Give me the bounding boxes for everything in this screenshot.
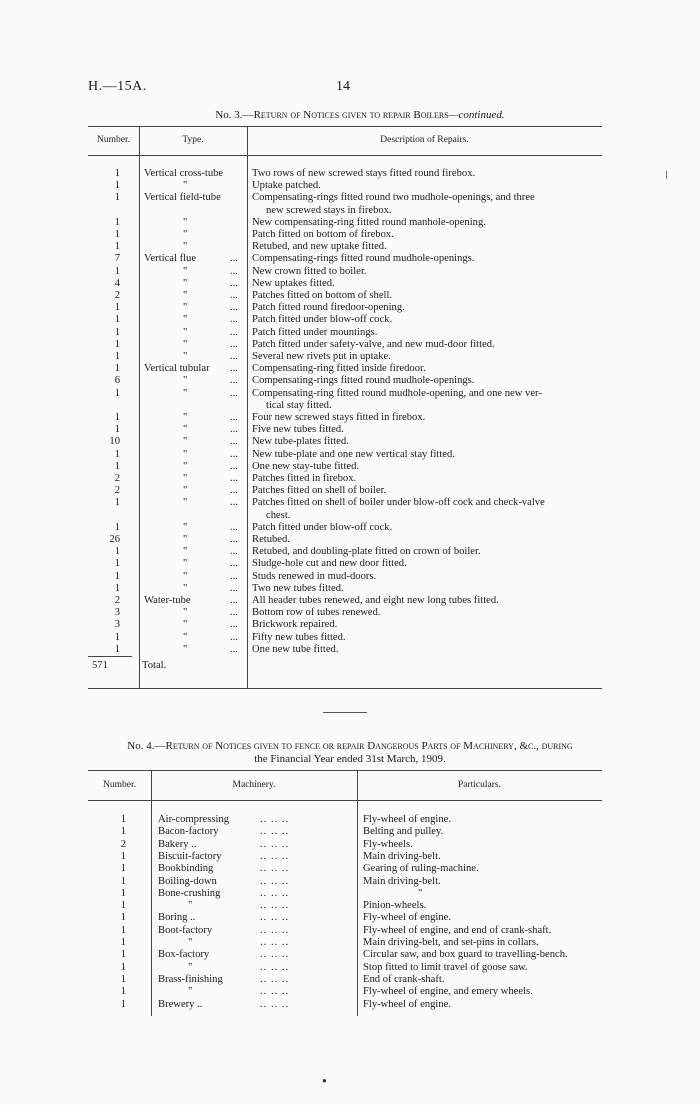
table3-cell-description: Several new rivets put in uptake. <box>252 351 391 362</box>
table3-leader-dots: ... <box>230 521 238 533</box>
table4-row <box>88 888 602 900</box>
table3-cell-number: 1 <box>114 302 120 314</box>
page-speck: ❘ <box>663 170 670 179</box>
table4-cell-number: 1 <box>120 863 126 875</box>
table4-leader-dots: .. .. .. <box>260 850 290 862</box>
table4-cell-number: 1 <box>120 961 126 973</box>
table4-cell-particulars: Fly-wheels. <box>363 838 413 850</box>
table4-cell-number: 1 <box>120 826 126 838</box>
table3-cell-number: 1 <box>114 412 120 423</box>
table3-cell-type: " <box>183 631 188 643</box>
table4-header-number: Number. <box>103 780 136 790</box>
table3-cell-type: Vertical tubular <box>144 363 210 375</box>
table3-leader-dots: ... <box>230 302 238 314</box>
table3-cell-description: chest. <box>266 509 291 521</box>
table3-cell-type: " <box>183 436 188 448</box>
table3-cell-type: " <box>183 277 188 289</box>
table4-cell-machinery: Air-compressing <box>158 814 229 825</box>
table3-cell-type: " <box>183 497 188 509</box>
table4-row <box>88 912 602 924</box>
table4-row <box>88 949 602 961</box>
table4-cell-particulars: Stop fitted to limit travel of goose saw. <box>363 961 528 973</box>
table3-row <box>88 497 602 509</box>
table4-cell-number: 1 <box>120 850 126 862</box>
table4-row <box>88 900 602 912</box>
table3-cell-type: " <box>183 229 188 240</box>
table4-cell-machinery: " <box>188 986 193 998</box>
table3-row <box>88 461 602 473</box>
table4-cell-particulars: Fly-wheel of engine. <box>363 912 451 924</box>
table3-cell-description: Patch fitted on bottom of firebox. <box>252 229 394 240</box>
table3-cell-description: New uptakes fitted. <box>252 277 335 289</box>
table3-leader-dots: ... <box>230 546 238 558</box>
table3-cell-description: Patch fitted under blow-off cock. <box>252 521 393 533</box>
table3-cell-number: 1 <box>114 180 120 192</box>
table3-cell-number: 1 <box>114 338 120 350</box>
table3-cell-description: New tube-plates fitted. <box>252 436 349 448</box>
table4-header-machinery: Machinery. <box>232 780 276 790</box>
table3-cell-type: Vertical cross-tube <box>144 168 224 179</box>
table3-leader-dots: ... <box>230 290 238 301</box>
table3-cell-type: " <box>183 643 188 655</box>
table3-header-description: Description of Repairs. <box>380 135 469 145</box>
table3-cell-number: 1 <box>114 631 120 643</box>
table4-cell-number: 1 <box>120 986 126 998</box>
table4-leader-dots: .. .. .. <box>260 838 290 850</box>
table4-cell-number: 1 <box>120 912 126 924</box>
table3-cell-number: 1 <box>114 387 120 399</box>
table3-cell-type: " <box>183 521 188 533</box>
table3-row <box>88 180 602 192</box>
table3-cell-number: 1 <box>114 265 120 277</box>
table3-leader-dots: ... <box>230 424 238 436</box>
table4-row <box>88 999 602 1011</box>
table4-cell-number: 1 <box>120 900 126 912</box>
table4-row <box>88 851 602 863</box>
table4-cell-number: 1 <box>120 973 126 985</box>
table3-cell-description: One new stay-tube fitted. <box>252 460 360 472</box>
table3-cell-type: " <box>183 314 188 326</box>
table3-cell-type: " <box>183 412 188 423</box>
table4-leader-dots: .. .. .. <box>260 900 290 912</box>
table3-cell-number: 1 <box>114 546 120 558</box>
table3-cell-number: 4 <box>114 277 120 289</box>
table4-cell-machinery: Boring .. <box>158 912 196 924</box>
table3-cell-description: Compensating-rings fitted round mudhole-openings. <box>252 253 475 265</box>
table4-cell-machinery: Boiling-down <box>158 875 217 887</box>
table3-cell-number: 1 <box>114 192 120 204</box>
table3-cell-number: 1 <box>114 314 120 326</box>
table3-leader-dots: ... <box>230 375 238 387</box>
table4-cell-particulars: Main driving-belt, and set-pins in collars. <box>363 937 539 948</box>
table3-cell-description: One new tube fitted. <box>252 643 339 655</box>
table3-cell-type: " <box>183 241 188 253</box>
table3-leader-dots: ... <box>230 351 238 362</box>
table4-cell-particulars: End of crank-shaft. <box>363 973 445 985</box>
table3-cell-number: 1 <box>114 363 120 375</box>
table3-cell-description: tical stay fitted. <box>266 399 332 411</box>
table3-cell-number: 1 <box>114 582 120 594</box>
table3-row <box>88 375 602 387</box>
table4-cell-machinery: " <box>188 961 193 973</box>
table3-leader-dots: ... <box>230 534 238 545</box>
table4-cell-particulars: Pinion-wheels. <box>363 900 427 912</box>
table3-leader-dots: ... <box>230 338 238 350</box>
table4-cell-particulars: Fly-wheel of engine. <box>363 998 451 1010</box>
table3-cell-number: 2 <box>114 290 120 301</box>
table3-leader-dots: ... <box>230 631 238 643</box>
table4-row <box>88 814 602 826</box>
table3-cell-description: Compensating-rings fitted round mudhole-openings. <box>252 375 475 387</box>
table4-cell-machinery: Bakery .. <box>158 838 197 850</box>
table3-leader-dots: ... <box>230 558 238 570</box>
table4-leader-dots: .. .. .. <box>260 863 290 875</box>
table3-cell-number: 3 <box>114 619 120 631</box>
table3-cell-type: " <box>183 387 188 399</box>
table4-cell-number: 1 <box>120 814 126 825</box>
table4-leader-dots: .. .. .. <box>260 826 290 838</box>
table3-row <box>88 388 602 400</box>
page-number: 14 <box>336 79 350 94</box>
table3-cell-description: Patch fitted under safety-valve, and new mud-door fitted. <box>252 338 495 350</box>
table3-row <box>88 583 602 595</box>
table4-leader-dots: .. .. .. <box>260 986 290 998</box>
table4-cell-number: 1 <box>120 949 126 961</box>
table3-leader-dots: ... <box>230 497 238 509</box>
table3-cell-description: Two rows of new screwed stays fitted round firebox. <box>252 168 476 179</box>
table3-cell-description: Fifty new tubes fitted. <box>252 631 346 643</box>
table3-cell-type: " <box>183 607 188 619</box>
table4-cell-number: 2 <box>120 838 126 850</box>
table3-row <box>88 436 602 448</box>
table3-cell-number: 1 <box>114 424 120 436</box>
table4-row <box>88 863 602 875</box>
table3-title-suffix: —continued. <box>448 109 505 121</box>
table3-row <box>88 266 602 278</box>
table4-row <box>88 986 602 998</box>
table4-cell-particulars: Main driving-belt. <box>363 875 441 887</box>
table3-cell-number: 1 <box>114 241 120 253</box>
table4-row <box>88 962 602 974</box>
table4-title-line2: the Financial Year ended 31st March, 1909. <box>254 753 446 765</box>
page-code: H.—15A. <box>88 79 147 94</box>
table3-row <box>88 327 602 339</box>
table4-title <box>90 740 610 766</box>
table3-cell-number: 6 <box>114 375 120 387</box>
table3-row <box>88 534 602 546</box>
table3-cell-number: 1 <box>114 497 120 509</box>
table3-cell-description: Patch fitted under mountings. <box>252 326 378 338</box>
table3-cell-description: Compensating-ring fitted inside firedoor. <box>252 363 426 375</box>
table3-total-number: 571 <box>92 660 108 671</box>
table4-cell-particulars: Circular saw, and box guard to travelling-bench. <box>363 949 568 961</box>
table4-cell-machinery: Brewery .. <box>158 998 203 1010</box>
table3-cell-type: " <box>183 302 188 314</box>
table3-cell-description: new screwed stays in firebox. <box>266 204 392 216</box>
table3-cell-description: New compensating-ring fitted round manhole-opening. <box>252 216 486 228</box>
table4-leader-dots: .. .. .. <box>260 814 290 825</box>
table3-leader-dots: ... <box>230 473 238 484</box>
table3-cell-description: Retubed, and new uptake fitted. <box>252 241 387 253</box>
table3-cell-description: New tube-plate and one new vertical stay fitted. <box>252 448 455 460</box>
table4-cell-particulars: Main driving-belt. <box>363 850 441 862</box>
table4-leader-dots: .. .. .. <box>260 875 290 887</box>
table3-cell-type: " <box>183 546 188 558</box>
table4-row <box>88 876 602 888</box>
table3-cell-number: 1 <box>114 558 120 570</box>
table3-cell-description: Five new tubes fitted. <box>252 424 344 436</box>
table3-header-rule <box>88 155 602 156</box>
table3-cell-number: 2 <box>114 473 120 484</box>
table3-cell-type: " <box>183 338 188 350</box>
table4-cell-particulars: Fly-wheel of engine, and end of crank-shaft. <box>363 924 552 936</box>
table3-leader-dots: ... <box>230 582 238 594</box>
table4-cell-number: 1 <box>120 924 126 936</box>
table3-total-label: Total. <box>142 660 167 671</box>
table3-row <box>88 351 602 363</box>
table4-cell-number: 1 <box>120 887 126 899</box>
table3-leader-dots: ... <box>230 253 238 265</box>
table4-leader-dots: .. .. .. <box>260 973 290 985</box>
table4-cell-machinery: " <box>188 900 193 912</box>
table3-cell-type: Vertical flue <box>144 253 197 265</box>
table4-title-caps: Return of Notices given to fence or repair Dangerous Parts of Machinery, &c., during <box>165 740 573 752</box>
table3-cell-number: 1 <box>114 351 120 362</box>
table4-leader-dots: .. .. .. <box>260 924 290 936</box>
table3-cell-description: Two new tubes fitted. <box>252 582 344 594</box>
table4-cell-machinery: Bone-crushing <box>158 887 221 899</box>
table3-row <box>88 607 602 619</box>
section-divider <box>323 712 367 713</box>
table3-row <box>88 168 602 180</box>
table3-row <box>88 278 602 290</box>
table4-leader-dots: .. .. .. <box>260 998 290 1010</box>
table4-leader-dots: .. .. .. <box>260 937 290 948</box>
table3-header-type: Type. <box>182 135 204 145</box>
table3-cell-type: " <box>183 375 188 387</box>
table3-row <box>88 449 602 461</box>
table3-cell-type: " <box>183 460 188 472</box>
table3-row <box>88 571 602 583</box>
table3-leader-dots: ... <box>230 326 238 338</box>
table3-row <box>88 205 602 217</box>
table3-cell-type: " <box>183 351 188 362</box>
table3-cell-description: Brickwork repaired. <box>252 619 338 631</box>
table3-leader-dots: ... <box>230 436 238 448</box>
table4-cell-machinery: Brass-finishing <box>158 973 223 985</box>
table3-cell-type: Vertical field-tube <box>144 192 221 204</box>
table3-cell-description: Sludge-hole cut and new door fitted. <box>252 558 407 570</box>
table3-cell-number: 1 <box>114 229 120 240</box>
table3-bottom-rule <box>88 688 602 689</box>
table3-cell-description: Retubed. <box>252 534 290 545</box>
table3-cell-description: Patches fitted on bottom of shell. <box>252 290 393 301</box>
table3-cell-number: 1 <box>114 216 120 228</box>
table3-cell-type: " <box>183 619 188 631</box>
table4-title-prefix: No. 4.— <box>127 740 166 752</box>
table4-cell-particulars: Fly-wheel of engine, and emery wheels. <box>363 986 533 998</box>
table3-cell-number: 1 <box>114 521 120 533</box>
table4-cell-number: 1 <box>120 875 126 887</box>
table4-cell-number: 1 <box>120 937 126 948</box>
table4-cell-particulars: Gearing of ruling-machine. <box>363 863 479 875</box>
table3-cell-type: " <box>183 534 188 545</box>
table3-cell-type: " <box>183 473 188 484</box>
table4-cell-particulars: " <box>418 887 423 899</box>
table3-row <box>88 473 602 485</box>
table3-row <box>88 632 602 644</box>
table3-cell-description: Bottom row of tubes renewed. <box>252 607 381 619</box>
table3-total-rule <box>88 656 132 657</box>
table4-header-particulars: Particulars. <box>457 780 501 790</box>
table3-row <box>88 339 602 351</box>
table3-cell-type: " <box>183 424 188 436</box>
table3-cell-number: 7 <box>114 253 120 265</box>
page-speck: ● <box>322 1076 327 1085</box>
table3-header-number: Number. <box>97 135 130 145</box>
table3-row <box>88 558 602 570</box>
table4-row <box>88 826 602 838</box>
table3-leader-dots: ... <box>230 619 238 631</box>
table3-row <box>88 363 602 375</box>
table3-row <box>88 522 602 534</box>
table3-cell-type: " <box>183 570 188 582</box>
table4-cell-machinery: Box-factory <box>158 949 210 961</box>
table4-cell-particulars: Belting and pulley. <box>363 826 444 838</box>
table3-cell-number: 1 <box>114 448 120 460</box>
table3-leader-dots: ... <box>230 485 238 497</box>
table3-cell-type: " <box>183 582 188 594</box>
table3-cell-type: " <box>183 448 188 460</box>
table3-row <box>88 485 602 497</box>
table3-row <box>88 253 602 265</box>
table3-row <box>88 290 602 302</box>
table3-title <box>0 109 700 122</box>
table3-leader-dots: ... <box>230 363 238 375</box>
table3-leader-dots: ... <box>230 570 238 582</box>
table4-row <box>88 974 602 986</box>
table3-leader-dots: ... <box>230 314 238 326</box>
table3-leader-dots: ... <box>230 460 238 472</box>
table4-cell-machinery: Biscuit-factory <box>158 850 222 862</box>
table4-leader-dots: .. .. .. <box>260 887 290 899</box>
table4-cell-machinery: Bookbinding <box>158 863 214 875</box>
table3-leader-dots: ... <box>230 607 238 619</box>
table3-cell-description: Patch fitted under blow-off cock. <box>252 314 393 326</box>
table3-cell-description: Patches fitted in firebox. <box>252 473 357 484</box>
table3-row <box>88 229 602 241</box>
table3-row <box>88 302 602 314</box>
table3-cell-type: " <box>183 216 188 228</box>
table4-cell-particulars: Fly-wheel of engine. <box>363 814 451 825</box>
table3-cell-type: Water-tube <box>144 595 191 606</box>
table4-cell-machinery: " <box>188 937 193 948</box>
table3-cell-description: Studs renewed in mud-doors. <box>252 570 377 582</box>
table3-row <box>88 424 602 436</box>
table3-cell-number: 3 <box>114 607 120 619</box>
table3-cell-number: 26 <box>109 534 120 545</box>
table3-cell-number: 2 <box>114 595 120 606</box>
table3-title-prefix: No. 3.— <box>215 109 254 121</box>
table4-cell-machinery: Boot-factory <box>158 924 213 936</box>
table3-cell-description: New crown fitted to boiler. <box>252 265 367 277</box>
table4-cell-machinery: Bacon-factory <box>158 826 219 838</box>
table3-cell-number: 10 <box>109 436 120 448</box>
table3-row <box>88 644 602 656</box>
table4-row <box>88 937 602 949</box>
table3-cell-number: 1 <box>114 326 120 338</box>
table4-cell-number: 1 <box>120 998 126 1010</box>
table3-row <box>88 510 602 522</box>
table3-cell-number: 1 <box>114 570 120 582</box>
table3-cell-type: " <box>183 485 188 497</box>
table3-cell-description: Retubed, and doubling-plate fitted on crown of boiler. <box>252 546 481 558</box>
table3-row <box>88 546 602 558</box>
table4-top-rule <box>88 770 602 771</box>
table3-row <box>88 241 602 253</box>
table3-row <box>88 217 602 229</box>
table3-cell-description: Four new screwed stays fitted in firebox. <box>252 412 426 423</box>
table3-cell-type: " <box>183 326 188 338</box>
table3-leader-dots: ... <box>230 448 238 460</box>
table4-row <box>88 925 602 937</box>
table3-cell-number: 1 <box>114 643 120 655</box>
table4-leader-dots: .. .. .. <box>260 961 290 973</box>
table3-title-caps: Return of Notices given to repair Boilers <box>253 109 449 121</box>
table3-cell-description: Compensating-ring fitted round mudhole-opening, and one new ver- <box>252 387 542 399</box>
table3-cell-description: Patches fitted on shell of boiler under blow-off cock and check-valve <box>252 497 545 509</box>
table3-leader-dots: ... <box>230 595 238 606</box>
table3-row <box>88 619 602 631</box>
table3-cell-type: " <box>183 558 188 570</box>
table3-leader-dots: ... <box>230 277 238 289</box>
table3-cell-description: Compensating-rings fitted round two mudhole-openings, and three <box>252 192 535 204</box>
table3-row <box>88 595 602 607</box>
table3-cell-type: " <box>183 180 188 192</box>
table3-cell-number: 1 <box>114 168 120 179</box>
table3-cell-number: 1 <box>114 460 120 472</box>
table3-cell-description: Uptake patched. <box>252 180 321 192</box>
table3-cell-description: Patch fitted round firedoor-opening. <box>252 302 405 314</box>
table4-row <box>88 839 602 851</box>
table3-row <box>88 314 602 326</box>
table3-leader-dots: ... <box>230 643 238 655</box>
table4-leader-dots: .. .. .. <box>260 949 290 961</box>
table3-cell-description: Patches fitted on shell of boiler. <box>252 485 387 497</box>
table3-leader-dots: ... <box>230 412 238 423</box>
table3-cell-type: " <box>183 265 188 277</box>
table3-row <box>88 412 602 424</box>
table3-leader-dots: ... <box>230 265 238 277</box>
table3-row <box>88 400 602 412</box>
table3-cell-description: All header tubes renewed, and eight new long tubes fitted. <box>252 595 499 606</box>
table3-leader-dots: ... <box>230 387 238 399</box>
table3-row <box>88 192 602 204</box>
table4-leader-dots: .. .. .. <box>260 912 290 924</box>
table3-top-rule <box>88 126 602 127</box>
table4-header-rule <box>88 800 602 801</box>
table3-cell-number: 2 <box>114 485 120 497</box>
table3-cell-type: " <box>183 290 188 301</box>
